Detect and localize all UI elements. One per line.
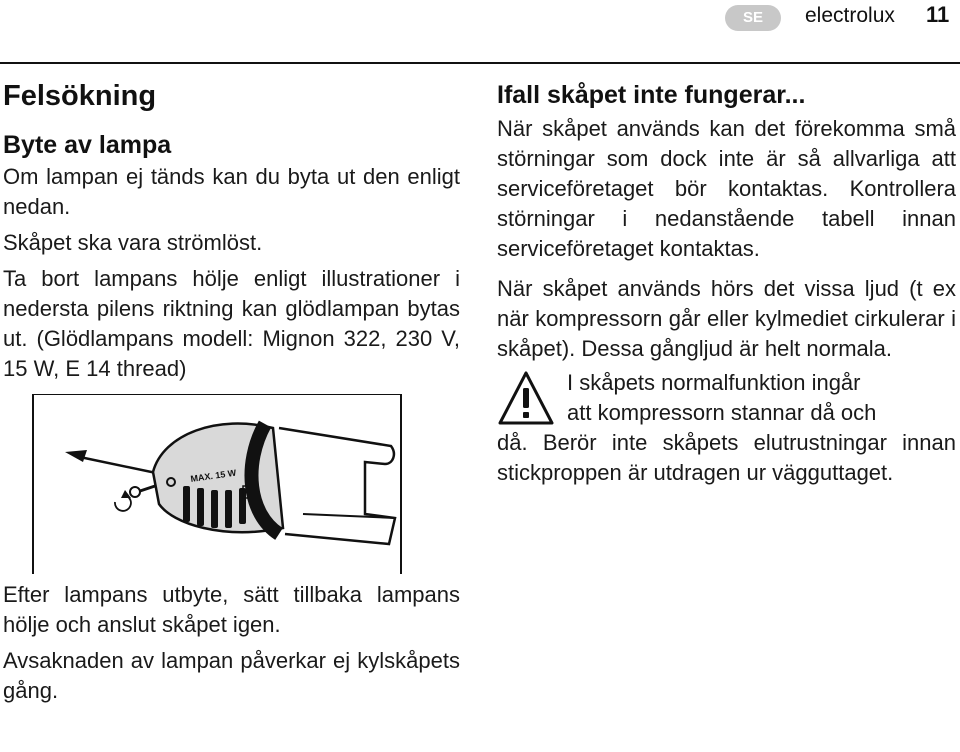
paragraph: Skåpet ska vara strömlöst. bbox=[3, 230, 263, 255]
warning-text: då. Berör inte skåpets elutrustningar innan stickproppen är utdragen ur vägguttaget. bbox=[497, 430, 956, 485]
lamp-cover-diagram bbox=[3, 394, 460, 574]
left-column bbox=[3, 76, 460, 706]
paragraph: Avsaknaden av lampan påverkar ej kylskåpets gång. bbox=[3, 648, 460, 703]
warning-line: I skåpets normalfunktion ingår bbox=[567, 370, 861, 395]
language-badge: SE bbox=[725, 5, 781, 31]
rotate-icon bbox=[115, 496, 131, 511]
troubleshooting-heading: Ifall skåpet inte fungerar... bbox=[497, 81, 806, 109]
warning-triangle-icon bbox=[497, 370, 555, 426]
brand-name: electrolux bbox=[805, 4, 895, 27]
lamp-illustration bbox=[3, 394, 460, 574]
paragraph: Ta bort lampans hölje enligt illustrationer i nedersta pilens riktning kan glödlampan bytas ut. (Glödlampans modell: Mignon 322, 230 V, 15 W, E 14 thread) bbox=[3, 266, 460, 381]
paragraph: Efter lampans utbyte, sätt tillbaka lampans hölje och anslut skåpet igen. bbox=[3, 582, 460, 637]
page-header bbox=[0, 0, 960, 40]
paragraph: Om lampan ej tänds kan du byta ut den enligt nedan. bbox=[3, 164, 460, 219]
section-title: Felsökning bbox=[3, 80, 157, 112]
warning-line: att kompressorn stannar då och bbox=[567, 400, 877, 425]
warning-note bbox=[497, 368, 956, 488]
arrow-head-icon bbox=[65, 450, 87, 462]
screw-icon bbox=[130, 487, 140, 497]
header-rule bbox=[0, 62, 960, 64]
wattage-label: MAX. 15 W bbox=[189, 467, 237, 484]
paragraph: När skåpet används hörs det vissa ljud (t ex när kompressorn går eller kylmediet cirkulerar i skåpet). Dessa gångljud är helt normala. bbox=[497, 276, 956, 361]
right-column bbox=[497, 76, 956, 488]
arrow-line bbox=[75, 456, 161, 474]
page-number: 11 bbox=[926, 2, 950, 27]
paragraph: När skåpet används kan det förekomma små störningar som dock inte är så allvarliga att serviceföretaget bör kontaktas. Kontrollera störningar i nedanstående tabell innan serviceföretaget kontaktas. bbox=[497, 116, 956, 261]
subsection-title: Byte av lampa bbox=[3, 131, 172, 159]
